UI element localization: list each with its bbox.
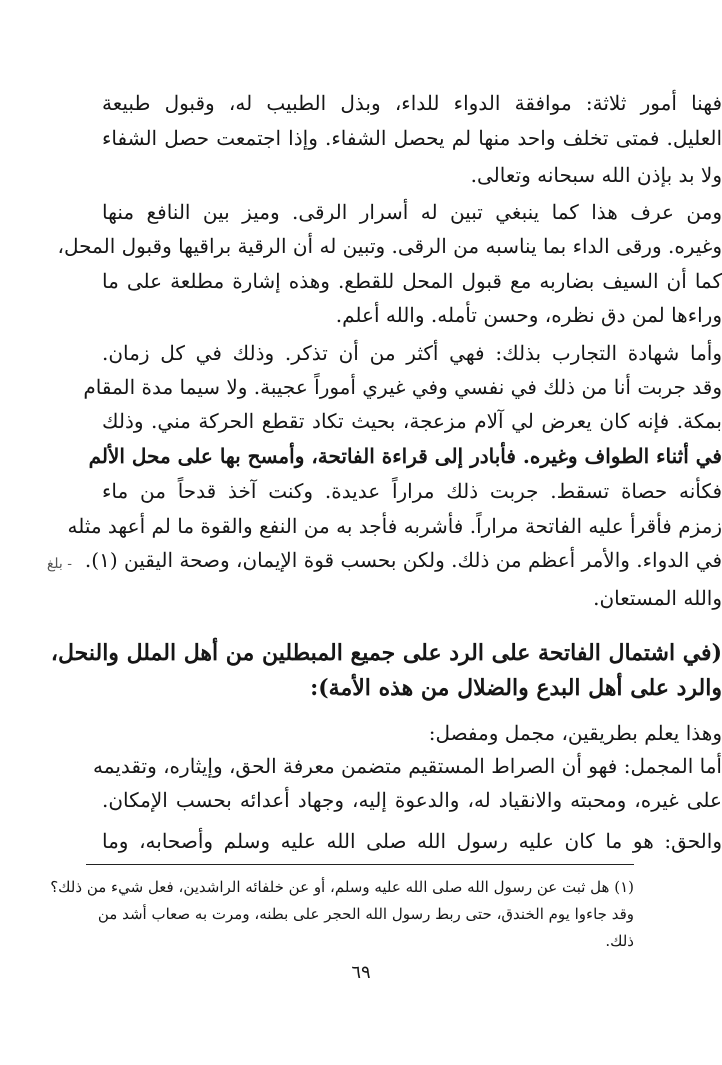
- text-line: وغيره. ورقى الداء بما يناسبه من الرقى. وتبين له أن الرقية براقيها وقبول المحل،: [57, 234, 722, 258]
- footnote-line: (١) هل ثبت عن رسول الله صلى الله عليه وسلم، أو عن خلفائه الراشدين، فعل شيء من ذلك؟: [50, 878, 634, 896]
- text-line: على غيره، ومحبته والانقياد له، والدعوة إليه، وجهاد أعدائه بحسب الإمكان.: [102, 788, 722, 812]
- text-line: والله المستعان.: [593, 586, 722, 610]
- text-line: فهنا أمور ثلاثة: موافقة الدواء للداء، وبذل الطبيب له، وقبول طبيعة: [102, 91, 722, 115]
- footnote-line: وقد جاءوا يوم الخندق، حتى ربط رسول الله الحجر على بطنه، ومرت به صعاب أشد من: [97, 905, 634, 923]
- margin-note: - بلغ: [46, 556, 72, 572]
- text-line: في أثناء الطواف وغيره. فأبادر إلى قراءة الفاتحة، وأمسح بها على محل الألم: [88, 444, 722, 468]
- footnote-line: ذلك.: [605, 932, 634, 950]
- text-line: في الدواء. والأمر أعظم من ذلك. ولكن بحسب قوة الإيمان، وصحة اليقين (١).: [84, 548, 722, 572]
- section-heading: والرد على أهل البدع والضلال من هذه الأمة):: [310, 675, 722, 701]
- text-line: أما المجمل: فهو أن الصراط المستقيم متضمن معرفة الحق، وإيثاره، وتقديمه: [93, 754, 722, 778]
- text-line: وراءها لمن دق نظره، وحسن تأمله. والله أعلم.: [335, 303, 722, 327]
- section-heading: (في اشتمال الفاتحة على الرد على جميع المبطلين من أهل الملل والنحل،: [50, 640, 722, 666]
- text-line: وهذا يعلم بطريقين، مجمل ومفصل:: [428, 721, 722, 745]
- footnote-divider: [86, 864, 634, 865]
- text-line: والحق: هو ما كان عليه رسول الله صلى الله عليه وسلم وأصحابه، وما: [102, 829, 722, 853]
- text-line: العليل. فمتى تخلف واحد منها لم يحصل الشفاء. وإذا اجتمعت حصل الشفاء: [102, 126, 722, 150]
- text-line: زمزم فأقرأ عليه الفاتحة مراراً. فأشربه فأجد به من النفع والقوة ما لم أعهد مثله: [67, 514, 722, 538]
- text-line: وقد جربت أنا من ذلك في نفسي وفي غيري أموراً عجيبة. ولا سيما مدة المقام: [83, 375, 722, 399]
- text-line: فكأنه حصاة تسقط. جربت ذلك مراراً عديدة. وكنت آخذ قدحاً من ماء: [102, 479, 722, 503]
- text-line: ومن عرف هذا كما ينبغي تبين له أسرار الرقى. وميز بين النافع منها: [102, 200, 722, 224]
- text-line: بمكة. فإنه كان يعرض لي آلام مزعجة، بحيث تكاد تقطع الحركة مني. وذلك: [102, 409, 722, 433]
- text-line: ولا بد بإذن الله سبحانه وتعالى.: [470, 163, 722, 187]
- text-line: وأما شهادة التجارب بذلك: فهي أكثر من أن تذكر. وذلك في كل زمان.: [102, 341, 722, 365]
- page-number: ٦٩: [351, 962, 371, 983]
- text-line: كما أن السيف بضاربه مع قبول المحل للقطع. وهذه إشارة مطلعة على ما: [102, 269, 722, 293]
